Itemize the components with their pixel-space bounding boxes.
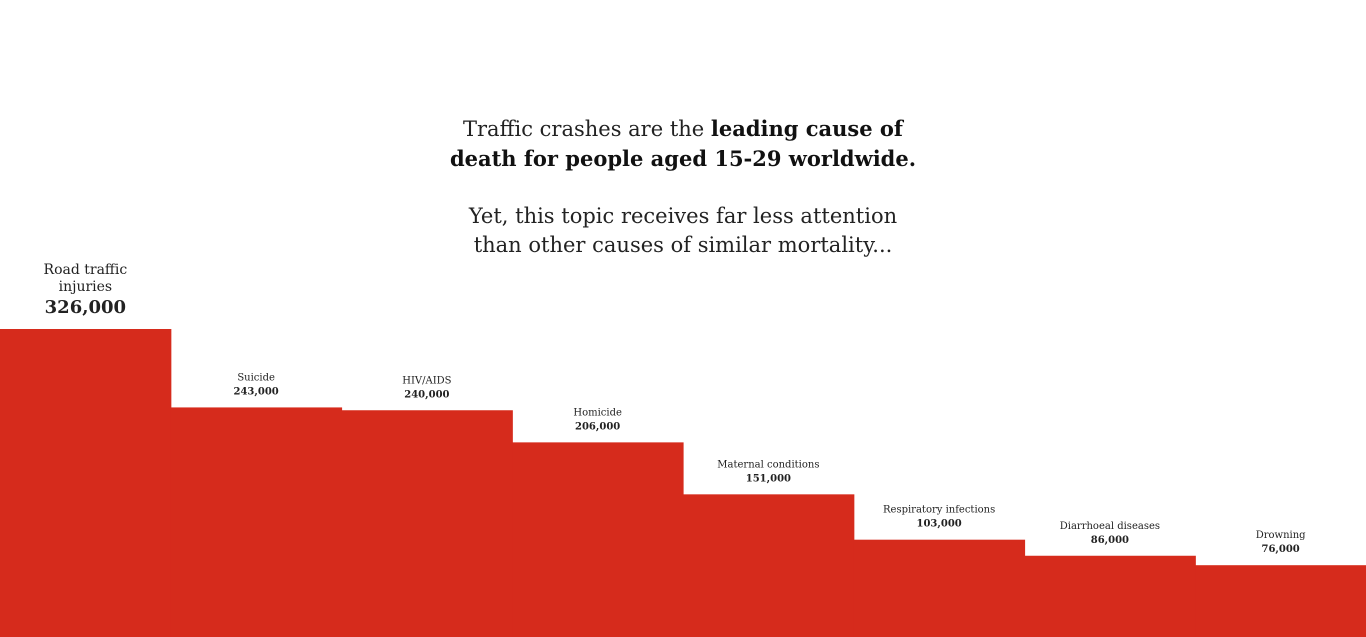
bar-value-7: 76,000 <box>1261 544 1300 556</box>
intro-line-2-bold: death for people aged 15-29 worldwide. <box>449 146 917 171</box>
bar-value-6: 86,000 <box>1090 534 1130 546</box>
bar-value-4: 151,000 <box>745 473 791 485</box>
bar-value-0: 326,000 <box>44 297 127 318</box>
bar-label-0-line-0: Road traffic <box>43 262 128 278</box>
intro-line-3: Yet, this topic receives far less attention <box>468 204 898 228</box>
bar-label-7-line-0: Drowning <box>1255 530 1306 542</box>
bar-0 <box>0 329 171 637</box>
bar-7 <box>1195 565 1366 637</box>
bar-4 <box>683 494 854 637</box>
intro-line-4: than other causes of similar mortality... <box>473 233 893 257</box>
intro-line-1-bold: leading cause of <box>710 116 903 141</box>
intro-line-1-plain: Traffic crashes are the <box>463 117 711 141</box>
bar-label-6-line-0: Diarrhoeal diseases <box>1059 520 1161 532</box>
bar-6 <box>1025 556 1196 637</box>
bar-value-3: 206,000 <box>575 421 621 433</box>
bar-label-2-line-0: HIV/AIDS <box>402 375 452 387</box>
bar-label-4-line-0: Maternal conditions <box>717 459 820 471</box>
bar-value-1: 243,000 <box>233 386 279 398</box>
bar-2 <box>342 410 513 637</box>
bar-label-5-line-0: Respiratory infections <box>883 504 996 516</box>
bar-1 <box>171 407 342 637</box>
bar-label-1-line-0: Suicide <box>237 372 275 384</box>
bar-label-3-line-0: Homicide <box>573 407 622 419</box>
bar-3 <box>512 442 683 637</box>
bar-value-2: 240,000 <box>404 389 450 401</box>
bar-5 <box>854 540 1025 637</box>
bar-label-0-line-1: injuries <box>58 279 113 295</box>
bar-value-5: 103,000 <box>916 518 962 530</box>
